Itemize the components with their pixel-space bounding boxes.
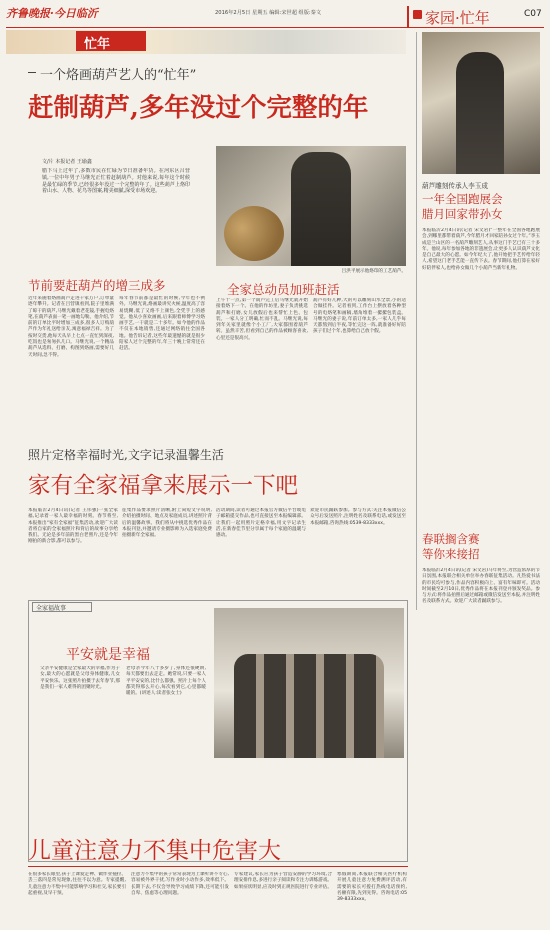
masthead: 齐鲁晚报·今日临沂 (6, 7, 98, 20)
section-title: 家园·忙年 (425, 9, 490, 27)
story1-photo (216, 146, 406, 266)
sidebar-body: 本报临沂2月4日讯(记者 宋文岩)“一整年在全国各地跑展会,到哪里都带着葫芦,今年腊月才回家陪孙女过个年。”李玉成是兰山区的一名葫芦雕刻艺人,从事这门手艺已有三十多年。他说,每年参加各地的非遗展会,让更多人认识葫芦文化是自己最大的心愿。如今年纪大了,他开始把手艺传给年轻人,希望这门老手艺能一直传下去。春节期间,他打算在家好好陪伴家人,也给孙女做几个小葫芦当新年礼物。 (422, 228, 540, 271)
box-label: 全家福故事 (32, 602, 92, 612)
story1-col-3: 上午十一点,第一个葫芦完工后马继光就开始接着烙下一个。在他的作坊里,妻子负责挑选葫芦和打磨,女儿放假后也来帮忙上色、包装。一家人分工明确,忙而不乱。马继光说,每到年关家里就像个小工厂,大家都围着葫芦转。虽然辛苦,但看到自己的作品被顾客喜欢,心里还是很高兴。 (216, 298, 308, 341)
story3-col-4: 寒假期间,本报联合相关医疗机构开展儿童注意力免费测评活动,有需要的家长可拨打热线电话预约,名额有限,先到先得。咨询电话:0539-8333xxx。 (337, 872, 407, 903)
banner-label-text: 忙年 (84, 37, 111, 52)
story1-subhead-1: 节前要赶葫芦的增三成多 (28, 278, 166, 293)
story3-col-1: 在很多家长眼里,孩子上课爱走神、做作业拖拉、丢三落四是常见现象,往往不以为意。专家提醒,儿童注意力不集中可能影响学习和社交,家长要引起重视,及早干预。 (28, 872, 126, 896)
box-title: 平安就是幸福 (66, 647, 150, 663)
story1-subhead-2: 全家总动员加班赶活 (227, 282, 340, 297)
sidebar-kicker: 葫芦雕刻传承人李玉成 (422, 182, 488, 190)
sidebar-photo-person (456, 52, 504, 174)
story2-col-1: 本报临沂2月4日讯(记者 王伟强)一张全家福,记录着一家人最幸福的时刻。春节将至,本报推出“家有全家福”征集活动,欢迎广大读者将自家的全家福照片和背后的故事分享给我们。无论是多年前的黑白老照片,还是今年刚拍的新合影,都可以参与。 (28, 508, 118, 545)
sidebar-subhead: 春联搁含赛 等你来接招 (422, 532, 480, 561)
story1-kicker (28, 64, 406, 82)
sidebar-divider (416, 32, 417, 610)
story1-headline: 赶制葫芦,多年没过个完整的年 (28, 93, 369, 123)
story2-col-3: 活动期间,读者可通过本报官方微信平台或电子邮箱提交作品,也可直接送至本报编辑部。让我们一起用照片定格幸福,用文字记录生活,在新春佳节里分享属于每个家庭的温暖与感动。 (216, 508, 306, 539)
story2-col-4: 欢迎市民踊跃参加。参与方式:关注本报微信公众号后发送照片,注明姓名及联系电话,或发送至本报邮箱,咨询热线:0539-8333xxx。 (310, 508, 406, 526)
story3-col-2: 注意力不集中的孩子常常表现为上课听讲不专心,容易被外界干扰,写作业时小动作多,效率低下。长期下去,不仅会导致学习成绩下降,还可能引发自卑、焦虑等心理问题。 (131, 872, 229, 896)
header-rule (6, 27, 544, 28)
sidebar-title: 一年全国跑展会 腊月回家带孙女 (422, 192, 503, 221)
home-icon (413, 10, 422, 19)
box-col-1: 父亲平安健康是全家最大的幸福,作为子女,最大的心愿就是父母身体健康,儿女平安快乐。这张照片拍摄于去年春节,那是我们一家人难得的团聚时光。 (40, 666, 120, 690)
story1-col-2: 每年春节前都是最忙的时候,今年也不例外。马继光说,烙画最讲究火候,温度高了容易烧糊,低了又烙不上颜色,全凭手上的感觉。他从小喜欢画画,后来跟着师傅学习烙画手艺,一干就是二十多年。如今他的作品不仅在本地销售,还通过网络销往全国各地。他告诉记者,这些年最遗憾的就是很少陪家人过个完整的年,年三十晚上常常还在赶活。 (119, 296, 205, 352)
kicker-rule (28, 72, 36, 73)
story3-headline: 儿童注意力不集中危害大 (28, 838, 281, 864)
story1-byline: 文/片 本报记者 王瑜鑫 (42, 159, 92, 165)
story1-kicker-text: 一个烙画葫芦艺人的“忙年” (40, 68, 197, 83)
section-tab (407, 6, 523, 28)
story1-lead: 腊下马上过年了,多数市民在忙碌为节日准备年货。在河东区吕营镇,一位中年男子马继光正忙着赶制葫芦。对他来说,每年这个时候是最忙碌的季节,已经很多年没过一个完整的年了。这些葫芦上烙印着山水、人物、花鸟等图案,精美细腻,深受市场欢迎。 (42, 168, 190, 195)
story1-col-4: 葫芦有好几种,大的可以雕刻山水全景,小的适合做挂件。记者看到,工作台上摆放着各种型号的电烙笔和画稿,墙角堆着一摞摞包装盒。马继光的妻子说,年前订单太多,一家人几乎每天都熬到后半夜,等忙完这一阵,就准备好好陪孩子们过个年,也算给自己放个假。 (313, 298, 406, 335)
box-photo-family (234, 654, 384, 758)
story2-headline: 家有全家福拿来展示一下吧 (28, 473, 299, 499)
sidebar-photo (422, 32, 540, 174)
story3-col-3: 专家建议,家长应为孩子营造安静的学习环境,合理安排作息,多进行亲子阅读和专注力训练游戏。如果症状明显,应及时到正规医院进行专业评估。 (234, 872, 332, 890)
story1-photo-caption: 吕洪平展示他烙印的工艺葫芦。 (341, 269, 406, 274)
issue-info: 2016年2月5日 星期五 编辑:宋世超 组版:秦文 (215, 10, 322, 16)
photo-person (291, 152, 351, 266)
story2-kicker: 照片定格幸福时光,文字记录温馨生活 (28, 448, 224, 462)
box-col-2: 老母亲今年八十多岁了,身体还很硬朗,每天都要出去走走。她常说,只要一家人平平安安的,比什么都强。照片上每个人都笑得那么开心,每次看到它,心里都暖暖的。(讲述人:读者张女士) (126, 666, 206, 697)
sidebar-body-2: 本报临沂2月4日讯(记者 宋文岩)马年将至,为营造浓厚的节日氛围,本报联合相关单位举办春联征集活动。凡热爱书法的市民均可参与,作品内容积极向上、富有年味即可。活动时间截至2月10日,优秀作品将在本报刊登并颁发奖品。参与方式:将作品拍照后通过邮箱或微信发送至本报,并注明姓名及联系方式。欢迎广大读者踊跃参与。 (422, 568, 540, 605)
page-number: C07 (524, 9, 542, 19)
banner-label (76, 31, 146, 51)
photo-gourds (224, 206, 284, 261)
story3-rule (28, 866, 408, 867)
banner-strip (6, 30, 406, 54)
box-photo (214, 608, 404, 758)
story1-col-1: 近年来随着烙画葫芦走进千家万户,订单量逐年攀升。记者在吕营镇看到,院子里堆满了晾干的葫芦,马继光戴着老花镜,手握电烙笔,在葫芦表面一笔一画地勾勒。他介绍,节前的订单比平时增加三成多,很多人订购葫芦作为年礼送给亲友,寓意福禄吉祥。为了按时交货,他每天从早上七点一直忙到深夜,吃饭也是匆匆扒几口。马继光说,一个精品葫芦从选料、打磨、构图到烙画,需要好几天时间,急不得。 (28, 296, 114, 358)
story2-col-2: 征集作品要求照片清晰,附上简短文字说明,介绍拍摄时间、地点及家庭成员,讲述照片背后的温馨故事。我们将从中挑选优秀作品在本报刊登,并邀请专业摄影师为入选家庭免费拍摄新年全家福。 (122, 508, 212, 539)
